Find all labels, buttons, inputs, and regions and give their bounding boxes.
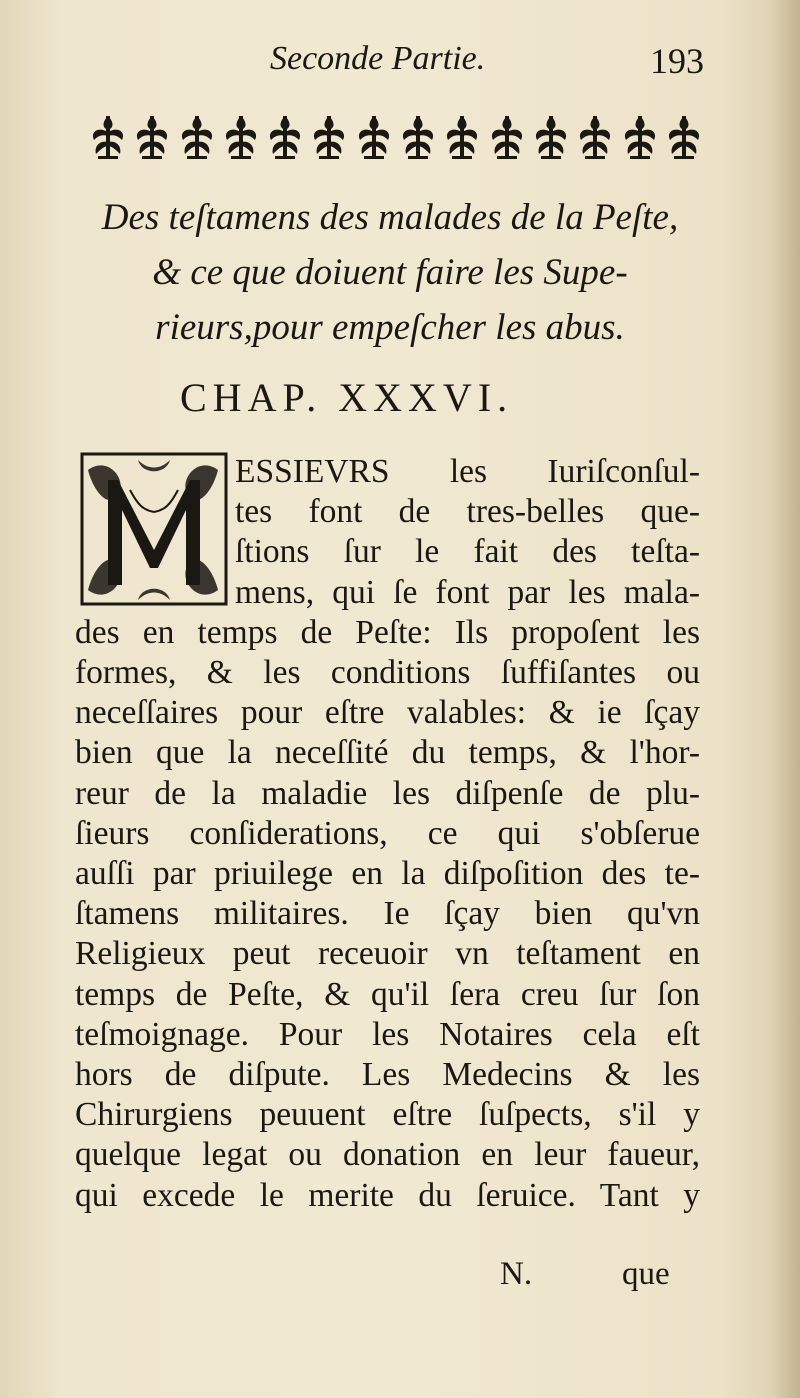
- fleuron-icon: [88, 112, 128, 162]
- heading-line-1: Des teſtamens des malades de la Peſte,: [101, 197, 679, 238]
- fleuron-icon: [177, 112, 217, 162]
- text-line: ſtions ſur le fait des teſta-: [235, 533, 700, 571]
- fleuron-icon: [442, 112, 482, 162]
- heading-line-2: & ce que doiuent faire les Supe-: [152, 252, 628, 293]
- catchword: que: [622, 1256, 670, 1292]
- text-line: ſieurs conſiderations, ce qui s'obſerue: [75, 814, 700, 852]
- text-line: qui excede le merite du ſeruice. Tant y: [75, 1176, 700, 1214]
- text-line: mens, qui ſe font par les mala-: [235, 573, 700, 611]
- text-line: des en temps de Peſte: Ils propoſent les: [75, 613, 700, 651]
- text-line: auſſi par priuilege en la diſpoſition des te-: [75, 855, 700, 893]
- text-line: reur de la maladie les diſpenſe de plu-: [75, 774, 700, 812]
- signature-mark: N.: [500, 1256, 533, 1292]
- running-head: [0, 40, 800, 90]
- fleuron-icon: [132, 112, 172, 162]
- text-line: bien que la neceſſité du temps, & l'hor-: [75, 734, 700, 772]
- text-line: hors de diſpute. Les Medecins & les: [75, 1056, 700, 1094]
- text-line: quelque legat ou donation en leur faueur,: [75, 1136, 700, 1174]
- text-line: Chirurgiens peuuent eſtre ſuſpects, s'il y: [75, 1096, 700, 1134]
- catchline: [0, 1256, 800, 1301]
- heading-line-3: rieurs,pour empeſcher les abus.: [155, 307, 625, 348]
- body-text: [75, 452, 700, 1216]
- fleuron-icon: [620, 112, 660, 162]
- text-line: tes font de tres-belles que-: [235, 493, 700, 531]
- text-line: ſtamens militaires. Ie ſçay bien qu'vn: [75, 895, 700, 933]
- fleuron-icon: [354, 112, 394, 162]
- text-line: temps de Peſte, & qu'il ſera creu ſur ſon: [75, 975, 700, 1013]
- fleuron-icon: [664, 112, 704, 162]
- text-line: Religieux peut receuoir vn teſtament en: [75, 935, 700, 973]
- fleuron-icon: [398, 112, 438, 162]
- text-line: formes, & les conditions ſuffiſantes ou: [75, 654, 700, 692]
- fleuron-band-icon: [88, 108, 704, 166]
- running-title: Seconde Partie.: [270, 40, 486, 77]
- fleuron-icon: [221, 112, 261, 162]
- fleuron-icon: [575, 112, 615, 162]
- page-number: 193: [650, 41, 704, 81]
- fleuron-icon: [265, 112, 305, 162]
- fleuron-icon: [487, 112, 527, 162]
- gutter-shadow: [770, 0, 800, 1398]
- text-line: teſmoignage. Pour les Notaires cela eſt: [75, 1015, 700, 1053]
- chapter-number: CHAP. XXXVI.: [180, 375, 514, 420]
- chapter-heading: [60, 190, 720, 355]
- text-line: ESSIEVRS les Iuriſconſul-: [235, 453, 700, 490]
- fleuron-icon: [309, 112, 349, 162]
- fleuron-icon: [531, 112, 571, 162]
- text-line: neceſſaires pour eſtre valables: & ie ſçay: [75, 694, 700, 732]
